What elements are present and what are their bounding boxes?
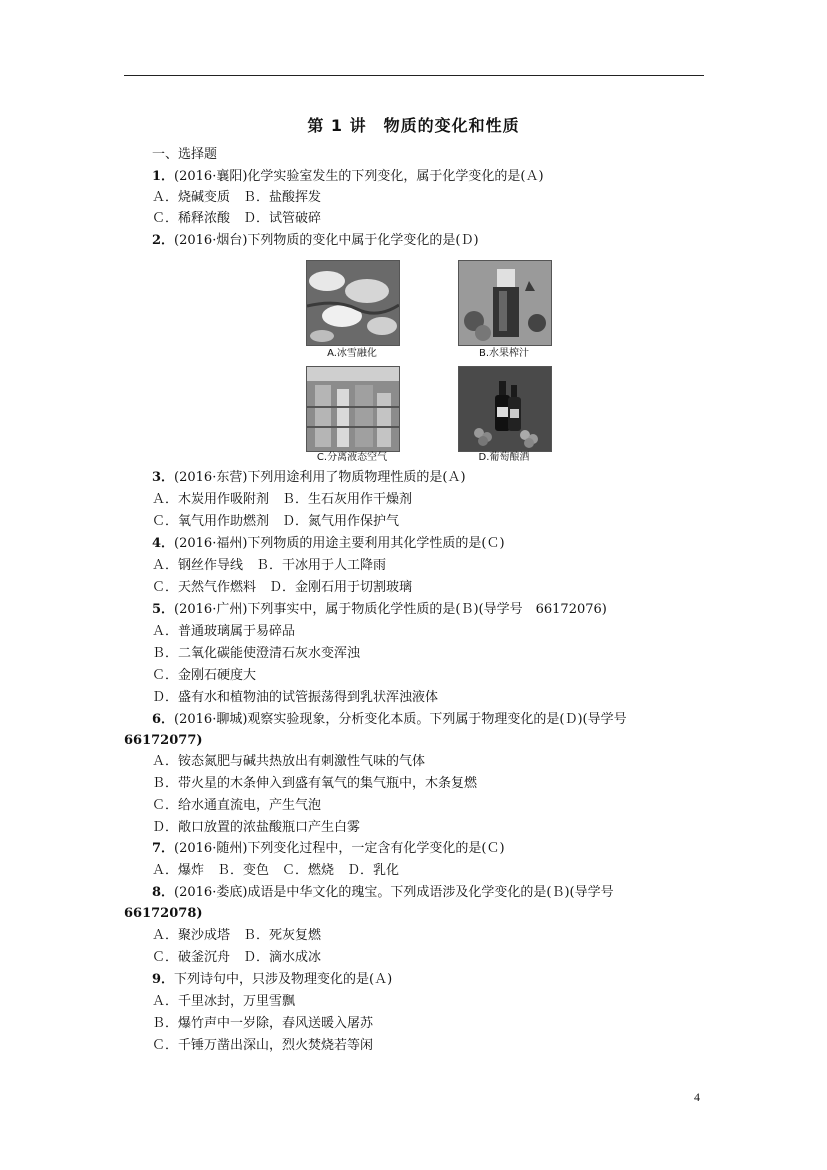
option-line: Ｃ．天然气作燃料 Ｄ．金刚石用于切割玻璃 (152, 580, 413, 595)
option-line: Ａ．烧碱变质 Ｂ．盐酸挥发 (152, 190, 322, 205)
option-line: Ｃ．稀释浓酸 Ｄ．试管破碎 (152, 211, 322, 226)
page-number: 4 (694, 1090, 700, 1104)
header-rule (124, 75, 704, 76)
question-stem: (2016·广州)下列事实中，属于物质化学性质的是(Ｂ)(导学号 66172076) (174, 602, 607, 617)
question-number: 7． (152, 841, 175, 856)
option-line: Ａ．木炭用作吸附剂 Ｂ．生石灰用作干燥剂 (152, 492, 413, 507)
option-line: Ｂ．爆竹声中一岁除，春风送暖入屠苏 (152, 1016, 374, 1031)
question-number: 5． (152, 602, 175, 617)
option-line: Ｄ．盛有水和植物油的试管振荡得到乳状浑浊液体 (152, 690, 439, 705)
option-line: Ａ．爆炸 Ｂ．变色 Ｃ．燃烧 Ｄ．乳化 (152, 863, 400, 878)
option-line: Ｂ．带火星的木条伸入到盛有氧气的集气瓶中，木条复燃 (152, 776, 478, 791)
option-line: Ｂ．二氧化碳能使澄清石灰水变浑浊 (152, 646, 361, 661)
juicer-photo (458, 260, 552, 346)
question-stem: 下列诗句中，只涉及物理变化的是(Ａ) (174, 972, 393, 987)
question-stem: (2016·东营)下列用途利用了物质物理性质的是(Ａ) (174, 470, 466, 485)
wine-grapes-photo (458, 366, 552, 452)
option-line: Ｃ．给水通直流电，产生气泡 (152, 798, 322, 813)
option-line: Ａ．钢丝作导线 Ｂ．干冰用于人工降雨 (152, 558, 387, 573)
question-2 (152, 233, 479, 249)
option-line: Ａ．铵态氮肥与碱共热放出有刺激性气味的气体 (152, 754, 426, 769)
question-stem: (2016·福州)下列物质的用途主要利用其化学性质的是(Ｃ) (174, 536, 505, 551)
option-line: Ｃ．氧气用作助燃剂 Ｄ．氮气用作保护气 (152, 514, 400, 529)
question-4 (152, 536, 505, 552)
option-line: Ｃ．破釜沉舟 Ｄ．滴水成冰 (152, 950, 322, 965)
option-line: Ａ．普通玻璃属于易碎品 (152, 624, 296, 639)
option-line: Ａ．聚沙成塔 Ｂ．死灰复燃 (152, 928, 322, 943)
question-1 (152, 169, 544, 185)
question-8 (152, 885, 614, 901)
ice-snow-photo (306, 260, 400, 346)
air-separation-plant-photo (306, 366, 400, 452)
option-line: Ｃ．金刚石硬度大 (152, 668, 257, 683)
question-stem: (2016·聊城)观察实验现象，分析变化本质。下列属于物理变化的是(Ｄ)(导学号 (174, 712, 627, 727)
question-stem: (2016·襄阳)化学实验室发生的下列变化，属于化学变化的是(Ａ) (174, 169, 544, 184)
question-number: 4． (152, 536, 175, 551)
section-heading: 一、选择题 (152, 147, 218, 162)
page-title: 第 1 讲 物质的变化和性质 (307, 116, 520, 135)
figure-caption: C.分离液态空气 (316, 452, 388, 463)
question-5 (152, 602, 607, 618)
question-number: 2． (152, 233, 175, 248)
question-stem: (2016·随州)下列变化过程中，一定含有化学变化的是(Ｃ) (174, 841, 505, 856)
question-stem: (2016·烟台)下列物质的变化中属于化学变化的是(Ｄ) (174, 233, 479, 248)
option-line: Ｃ．千锤万凿出深山，烈火焚烧若等闲 (152, 1038, 374, 1053)
question-stem: (2016·娄底)成语是中华文化的瑰宝。下列成语涉及化学变化的是(Ｂ)(导学号 (174, 885, 614, 900)
question-7 (152, 841, 505, 857)
guide-code: 66172078) (124, 906, 203, 921)
question-number: 9． (152, 972, 175, 987)
question-3 (152, 470, 466, 486)
option-line: Ａ．千里冰封，万里雪飘 (152, 994, 296, 1009)
question-number: 6． (152, 712, 175, 727)
figure-caption: D.葡萄酿酒 (478, 452, 530, 463)
guide-code: 66172077) (124, 733, 203, 748)
question-number: 1． (152, 169, 175, 184)
question-number: 8． (152, 885, 175, 900)
figure-caption: A.冰雪融化 (327, 348, 377, 359)
question-9 (152, 972, 392, 988)
question-6 (152, 712, 627, 728)
figure-caption: B.水果榨汁 (478, 348, 530, 359)
question-number: 3． (152, 470, 175, 485)
option-line: Ｄ．敞口放置的浓盐酸瓶口产生白雾 (152, 820, 361, 835)
